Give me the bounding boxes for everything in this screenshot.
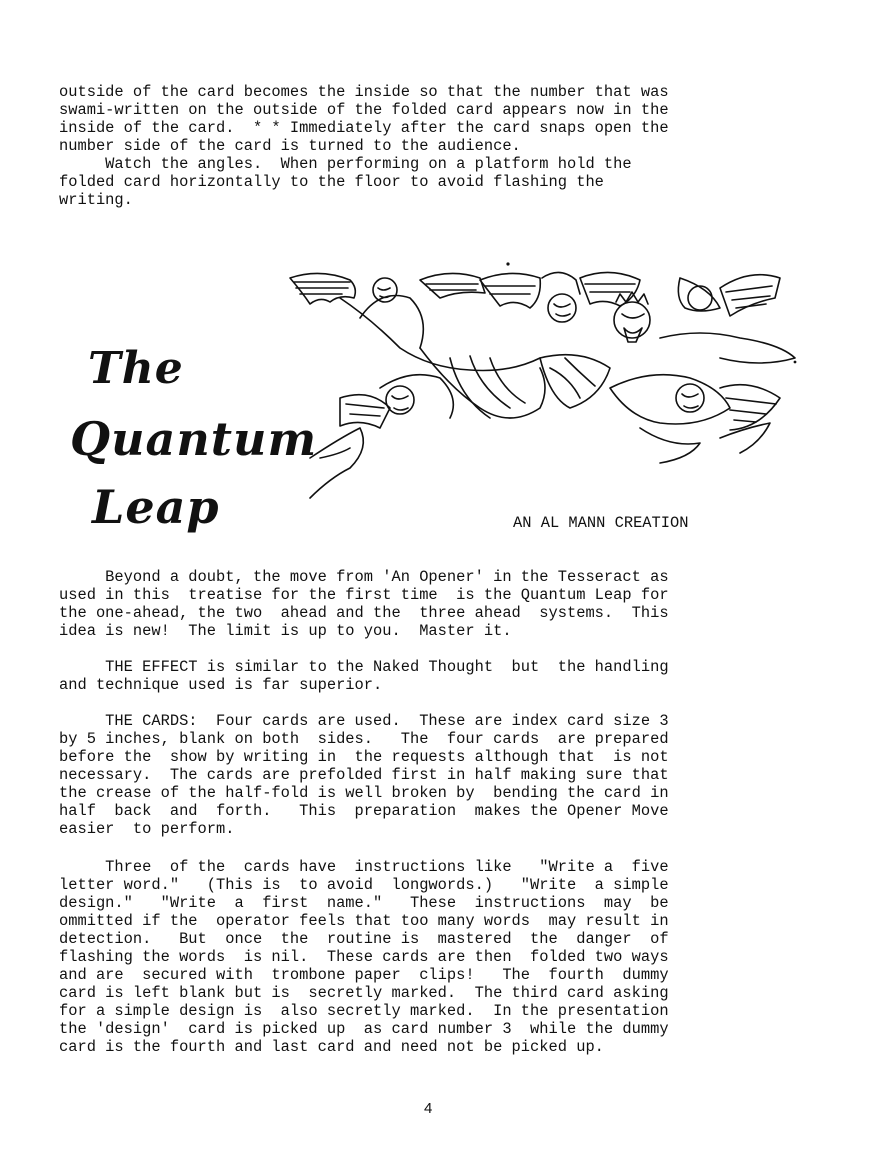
text-line: writing. (59, 191, 133, 209)
text-line: folded card horizontally to the floor to avoid flashing the (59, 173, 604, 191)
paragraph-intro-move (59, 568, 779, 640)
text-line: and are secured with trombone paper clips! The fourth dummy (59, 966, 669, 984)
text-line: necessary. The cards are prefolded first in half making sure that (59, 766, 669, 784)
text-line: number side of the card is turned to the audience. (59, 137, 521, 155)
text-line: and technique used is far superior. (59, 676, 383, 694)
text-line: ommitted if the operator feels that too many words may result in (59, 912, 669, 930)
text-line: Beyond a doubt, the move from 'An Opener' in the Tesseract as (59, 568, 669, 586)
text-line: card is the fourth and last card and need not be picked up. (59, 1038, 604, 1056)
text-line: card is left blank but is secretly marked. The third card asking (59, 984, 669, 1002)
text-line: the one-ahead, the two ahead and the three ahead systems. This (59, 604, 669, 622)
text-line: by 5 inches, blank on both sides. The four cards are prepared (59, 730, 669, 748)
text-line: used in this treatise for the first time is the Quantum Leap for (59, 586, 669, 604)
text-line: letter word." (This is to avoid longwords.) "Write a simple (59, 876, 669, 894)
text-line: detection. But once the routine is mastered the danger of (59, 930, 669, 948)
title-word-2: Quantum (70, 412, 318, 466)
text-line: swami-written on the outside of the folded card appears now in the (59, 101, 669, 119)
text-line: for a simple design is also secretly marked. In the presentation (59, 1002, 669, 1020)
title-word-3: Leap (92, 480, 220, 534)
paragraph-instructions (59, 858, 779, 1056)
text-line: inside of the card. * * Immediately after the card snaps open the (59, 119, 669, 137)
flying-angels-illustration-icon (280, 258, 800, 503)
article-title (70, 343, 330, 560)
text-line: before the show by writing in the requests although that is not (59, 748, 669, 766)
text-line: the crease of the half-fold is well broken by bending the card in (59, 784, 669, 802)
text-line: Three of the cards have instructions like "Write a five (59, 858, 669, 876)
intro-paragraph (59, 83, 779, 209)
text-line: THE CARDS: Four cards are used. These are index card size 3 (59, 712, 669, 730)
text-line: flashing the words is nil. These cards are then folded two ways (59, 948, 669, 966)
text-line: half back and forth. This preparation makes the Opener Move (59, 802, 669, 820)
text-line: easier to perform. (59, 820, 235, 838)
paragraph-effect (59, 658, 779, 694)
text-line: idea is new! The limit is up to you. Master it. (59, 622, 512, 640)
text-line: outside of the card becomes the inside so that the number that was (59, 83, 669, 101)
page-number: 4 (424, 1100, 433, 1117)
paragraph-cards (59, 712, 779, 838)
text-line: the 'design' card is picked up as card number 3 while the dummy (59, 1020, 669, 1038)
text-line: Watch the angles. When performing on a platform hold the (59, 155, 632, 173)
text-line: design." "Write a first name." These instructions may be (59, 894, 669, 912)
text-line: THE EFFECT is similar to the Naked Thought but the handling (59, 658, 669, 676)
title-word-1: The (88, 343, 184, 394)
author-credit: AN AL MANN CREATION (513, 514, 689, 532)
